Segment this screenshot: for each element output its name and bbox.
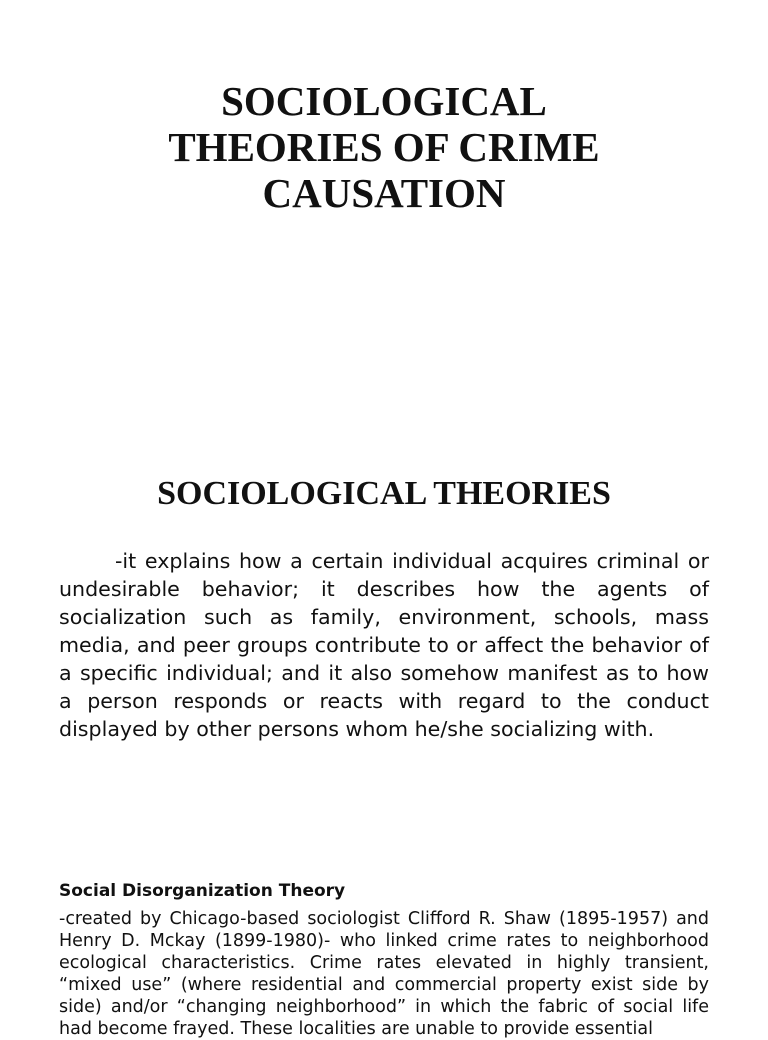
section-heading: SOCIOLOGICAL THEORIES — [157, 475, 611, 512]
subsection-paragraph: -created by Chicago-based sociologist Clifford R. Shaw (1895-1957) and Henry D. Mckay (1899-1980)- who linked crime rates to neighborhood ecological characteristics. Crime rates elevated in highly transient, “mixed use” (where residential and commercial property exist side by side) and/or “changing neighborhood” in which the fabric of social life had become frayed. These localities are unable to provide essential — [59, 909, 709, 1039]
title-line-2: THEORIES OF CRIME — [168, 124, 600, 170]
title-line-1: SOCIOLOGICAL — [221, 78, 547, 124]
section-paragraph: -it explains how a certain individual acquires criminal or undesirable behavior; it describes how the agents of socialization such as family, environment, schools, mass media, and peer groups contribute to or affect the behavior of a specific individual; and it also somehow manifest as to how a person responds or reacts with regard to the conduct displayed by other persons whom he/she socializing with. — [59, 549, 709, 741]
title-line-3: CAUSATION — [262, 170, 506, 216]
page-title — [0, 78, 768, 216]
subsection-heading: Social Disorganization Theory — [59, 881, 346, 901]
